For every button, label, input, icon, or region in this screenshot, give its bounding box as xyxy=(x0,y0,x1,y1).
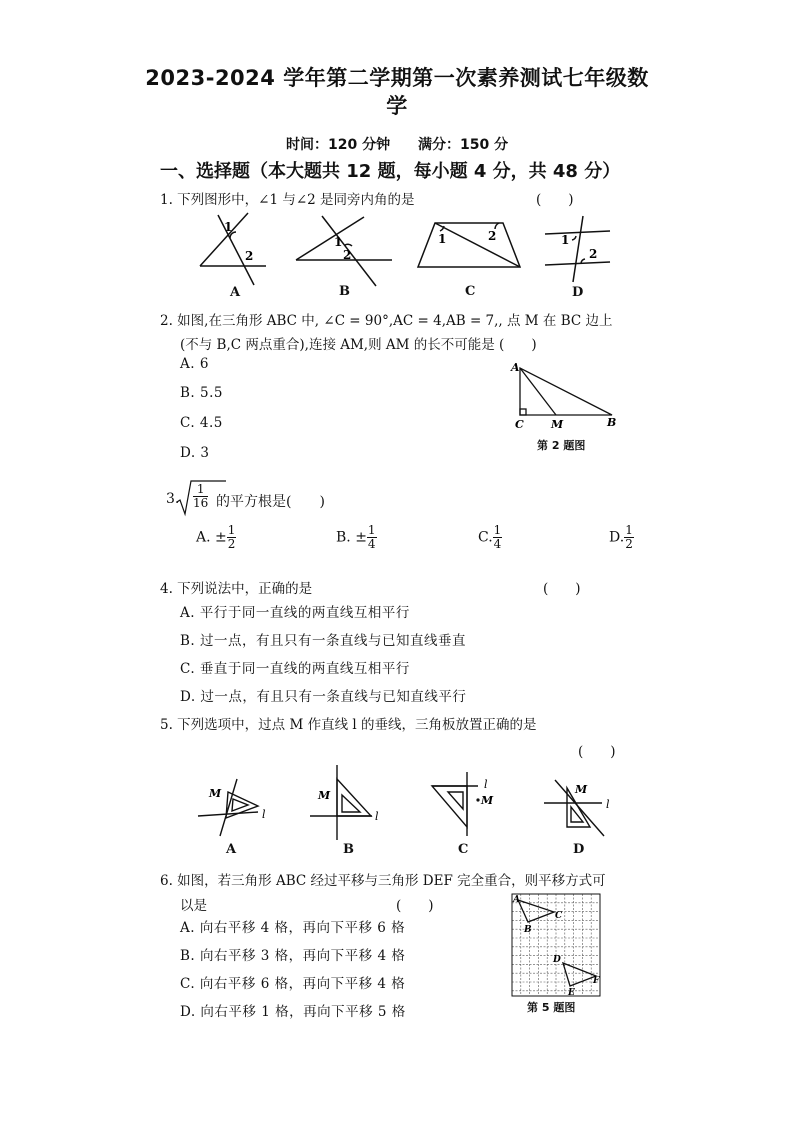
q3-radicand-den: 16 xyxy=(193,496,209,510)
q4-option-c: C. 垂直于同一直线的两直线互相平行 xyxy=(180,661,410,677)
q1-b-angle2: 2 xyxy=(343,248,352,262)
q2-option-c: C. 4.5 xyxy=(180,415,223,431)
exam-time: 时间：120 分钟 xyxy=(286,137,391,153)
q3-option-a-num: 1 xyxy=(227,523,236,537)
q1-c-angle2: 2 xyxy=(488,229,497,243)
q2-option-b: B. 5.5 xyxy=(180,385,223,401)
q5-d-line-l: l xyxy=(606,798,610,811)
q1-a-angle2: 2 xyxy=(245,249,254,263)
q6-triangle-abc xyxy=(518,900,554,922)
q5-a-line-l: l xyxy=(262,808,266,821)
q2-option-a: A. 6 xyxy=(180,356,209,372)
q3-option-c-num: 1 xyxy=(493,523,502,537)
q6-point-a: A xyxy=(513,895,520,905)
q3-option-c-den: 4 xyxy=(493,537,502,551)
q2-caption: 第 2 题图 xyxy=(537,439,586,452)
q1-text: 1. 下列图形中，∠1 与∠2 是同旁内角的是 xyxy=(160,192,415,208)
q1-d-angle1: 1 xyxy=(561,233,570,247)
q3-option-d-prefix: D. xyxy=(609,529,625,546)
q3-option-b-num: 1 xyxy=(367,523,376,537)
q5-text: 5. 下列选项中，过点 M 作直线 l 的垂线，三角板放置正确的是 xyxy=(160,717,537,733)
q1-b-angle1: 1 xyxy=(334,235,343,249)
q3-radicand-num: 1 xyxy=(193,483,208,497)
q3-option-d-den: 2 xyxy=(625,537,633,551)
q2-option-d: D. 3 xyxy=(180,445,210,461)
q3-option-d-num: 1 xyxy=(625,523,633,537)
q3-suffix: 的平方根是( ) xyxy=(216,494,325,510)
q3-option-a-prefix: A. ± xyxy=(196,529,227,546)
q6-blank: ( ) xyxy=(396,898,434,914)
q1-c-angle1: 1 xyxy=(438,232,447,246)
q6-caption: 第 5 题图 xyxy=(527,1001,576,1014)
q5-label-b: B xyxy=(343,842,354,857)
q3-option-a-den: 2 xyxy=(227,537,236,551)
q3-option-b-den: 4 xyxy=(367,537,376,551)
q5-label-a: A xyxy=(226,842,237,857)
q2-line2: (不与 B,C 两点重合),连接 AM,则 AM 的长不可能是 ( ) xyxy=(180,337,537,353)
q2-point-b: B xyxy=(607,416,617,429)
q6-grid xyxy=(512,894,600,996)
q5-c-line-l: l xyxy=(484,778,488,791)
q6-option-c: C. 向右平移 6 格，再向下平移 4 格 xyxy=(180,976,406,992)
q6-point-d: D xyxy=(553,955,561,965)
q5-label-c: C xyxy=(458,842,469,857)
q6-line1: 6. 如图，若三角形 ABC 经过平移与三角形 DEF 完全重合，则平移方式可 xyxy=(160,873,606,889)
q6-option-b: B. 向右平移 3 格，再向下平移 4 格 xyxy=(180,948,406,964)
q6-option-d: D. 向右平移 1 格，再向下平移 5 格 xyxy=(180,1004,406,1020)
q3-option-c-prefix: C. xyxy=(478,529,493,546)
q6-point-f: F xyxy=(593,976,600,986)
q1-a-angle1: 1 xyxy=(224,220,233,234)
exam-title-line2: 学 xyxy=(386,94,408,118)
q1-d-angle2: 2 xyxy=(589,247,598,261)
q6-point-b: B xyxy=(524,925,532,935)
q1-label-d: D xyxy=(572,285,584,300)
exam-score: 满分：150 分 xyxy=(418,137,509,153)
q3-number: 3. xyxy=(166,491,180,507)
q5-b-line-l: l xyxy=(375,810,379,823)
q4-option-d: D. 过一点，有且只有一条直线与已知直线平行 xyxy=(180,689,467,705)
q4-text: 4. 下列说法中，正确的是 xyxy=(160,581,313,597)
q4-blank: ( ) xyxy=(543,581,581,597)
q2-point-c: C xyxy=(515,418,524,431)
section-heading: 一、选择题（本大题共 12 题，每小题 4 分，共 48 分） xyxy=(160,161,621,182)
q1-label-a: A xyxy=(230,285,241,300)
q5-label-d: D xyxy=(573,842,585,857)
q1-blank: ( ) xyxy=(536,192,574,208)
q5-a-point-m: M xyxy=(209,787,222,800)
q5-blank: ( ) xyxy=(578,744,616,760)
q5-c-point-m: M xyxy=(481,794,494,807)
q5-b-point-m: M xyxy=(318,789,331,802)
q1-label-b: B xyxy=(339,284,350,299)
q6-point-c: C xyxy=(555,911,563,921)
q1-label-c: C xyxy=(465,284,476,299)
q2-point-m: M xyxy=(551,418,564,431)
exam-title-line1: 2023-2024 学年第二学期第一次素养测试七年级数 xyxy=(145,66,649,90)
q4-option-b: B. 过一点，有且只有一条直线与已知直线垂直 xyxy=(180,633,467,649)
q5-d-point-m: M xyxy=(575,783,588,796)
q3-option-b-prefix: B. ± xyxy=(336,529,367,546)
q6-point-e: E xyxy=(568,988,575,998)
q6-option-a: A. 向右平移 4 格，再向下平移 6 格 xyxy=(180,920,406,936)
q4-option-a: A. 平行于同一直线的两直线互相平行 xyxy=(180,605,410,621)
q6-line2: 以是 xyxy=(180,898,207,914)
q2-point-a: A xyxy=(511,361,520,374)
q2-line1: 2. 如图,在三角形 ABC 中, ∠C = 90°,AC = 4,AB = 7,, 点 M 在 BC 边上 xyxy=(160,313,613,329)
